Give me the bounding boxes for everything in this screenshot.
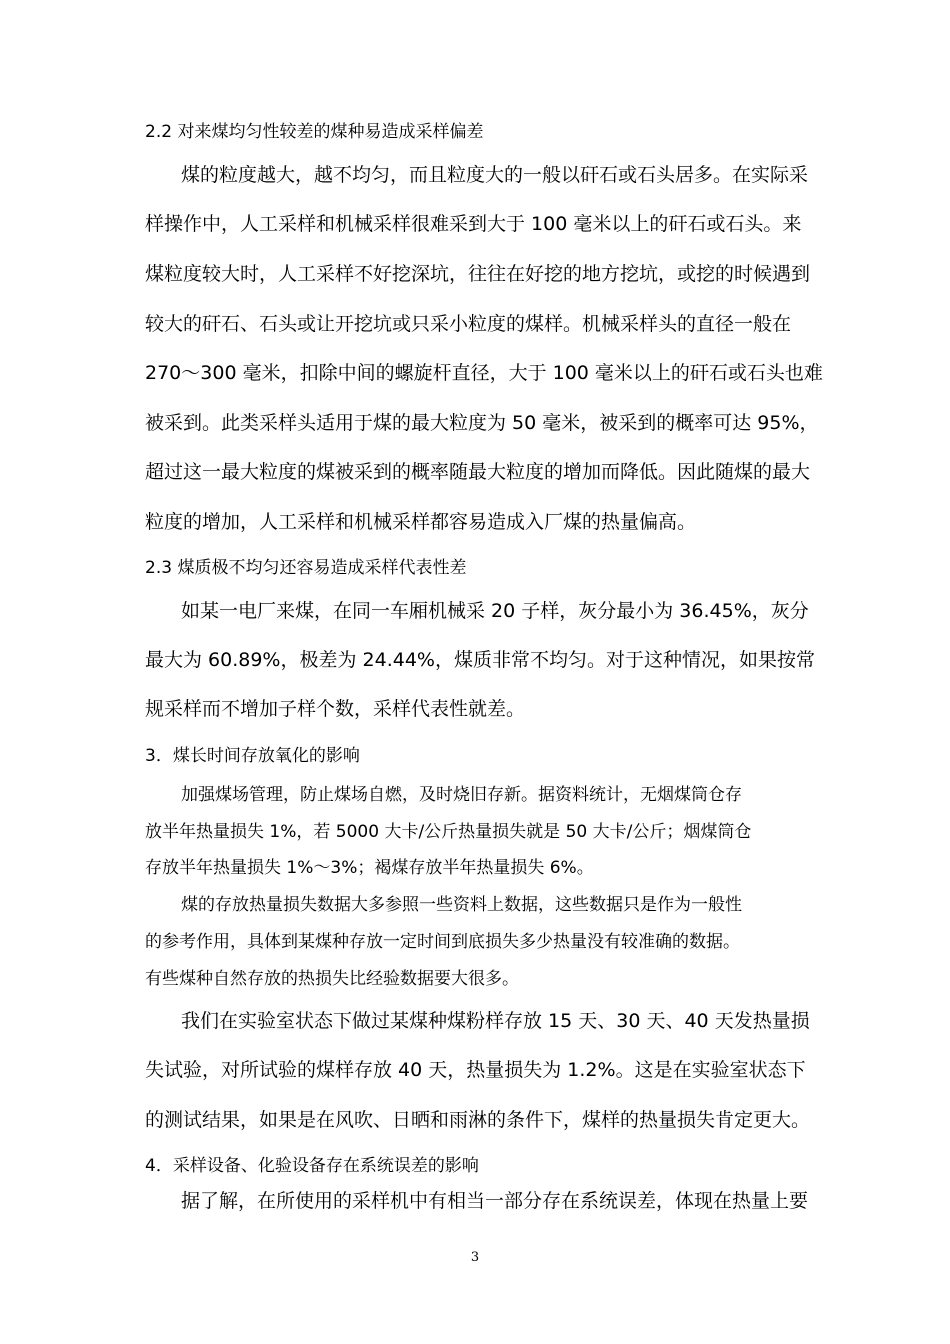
- paragraph-line: 规采样而不增加子样个数，采样代表性就差。: [145, 698, 526, 720]
- paragraph-line: 煤的粒度越大，越不均匀，而且粒度大的一般以矸石或石头居多。在实际采: [181, 164, 809, 186]
- paragraph-line: 加强煤场管理，防止煤场自燃，及时烧旧存新。据资料统计，无烟煤筒仓存: [181, 785, 742, 805]
- section-heading-2-2: 2.2 对来煤均匀性较差的煤种易造成采样偏差: [145, 122, 484, 142]
- paragraph-line: 270～300 毫米，扣除中间的螺旋杆直径，大于 100 毫米以上的矸石或石头也难: [145, 362, 823, 384]
- section-heading-4: 4．采样设备、化验设备存在系统误差的影响: [145, 1156, 479, 1176]
- paragraph-line: 煤的存放热量损失数据大多参照一些资料上数据，这些数据只是作为一般性: [181, 895, 742, 915]
- paragraph-line: 超过这一最大粒度的煤被采到的概率随最大粒度的增加而降低。因此随煤的最大: [145, 461, 811, 483]
- paragraph-line: 煤粒度较大时，人工采样不好挖深坑，往往在好挖的地方挖坑，或挖的时候遇到: [145, 263, 811, 285]
- paragraph-line: 存放半年热量损失 1%～3%；褐煤存放半年热量损失 6%。: [145, 858, 594, 878]
- paragraph-line: 有些煤种自然存放的热损失比经验数据要大很多。: [145, 969, 519, 989]
- paragraph-line: 如某一电厂来煤，在同一车厢机械采 20 子样，灰分最小为 36.45%，灰分: [181, 600, 809, 622]
- paragraph-line: 的测试结果，如果是在风吹、日晒和雨淋的条件下，煤样的热量损失肯定更大。: [145, 1109, 811, 1131]
- paragraph-line: 据了解，在所使用的采样机中有相当一部分存在系统误差，体现在热量上要: [181, 1190, 809, 1212]
- paragraph-line: 失试验，对所试验的煤样存放 40 天，热量损失为 1.2%。这是在实验室状态下: [145, 1059, 806, 1081]
- section-heading-2-3: 2.3 煤质极不均匀还容易造成采样代表性差: [145, 558, 467, 578]
- paragraph-line: 我们在实验室状态下做过某煤种煤粉样存放 15 天、30 天、40 天发热量损: [181, 1010, 810, 1032]
- page-number: 3: [470, 1250, 480, 1265]
- paragraph-line: 最大为 60.89%，极差为 24.44%，煤质非常不均匀。对于这种情况，如果按常: [145, 649, 815, 671]
- paragraph-line: 较大的矸石、石头或让开挖坑或只采小粒度的煤样。机械采样头的直径一般在: [145, 313, 792, 335]
- paragraph-line: 粒度的增加，人工采样和机械采样都容易造成入厂煤的热量偏高。: [145, 511, 697, 533]
- paragraph-line: 被采到。此类采样头适用于煤的最大粒度为 50 毫米，被采到的概率可达 95%，: [145, 412, 819, 434]
- paragraph-line: 样操作中，人工采样和机械采样很难采到大于 100 毫米以上的矸石或石头。来: [145, 213, 802, 235]
- paragraph-line: 放半年热量损失 1%，若 5000 大卡/公斤热量损失就是 50 大卡/公斤；烟煤筒仓: [145, 822, 752, 842]
- paragraph-line: 的参考作用，具体到某煤种存放一定时间到底损失多少热量没有较准确的数据。: [145, 932, 740, 952]
- section-heading-3: 3．煤长时间存放氧化的影响: [145, 746, 360, 766]
